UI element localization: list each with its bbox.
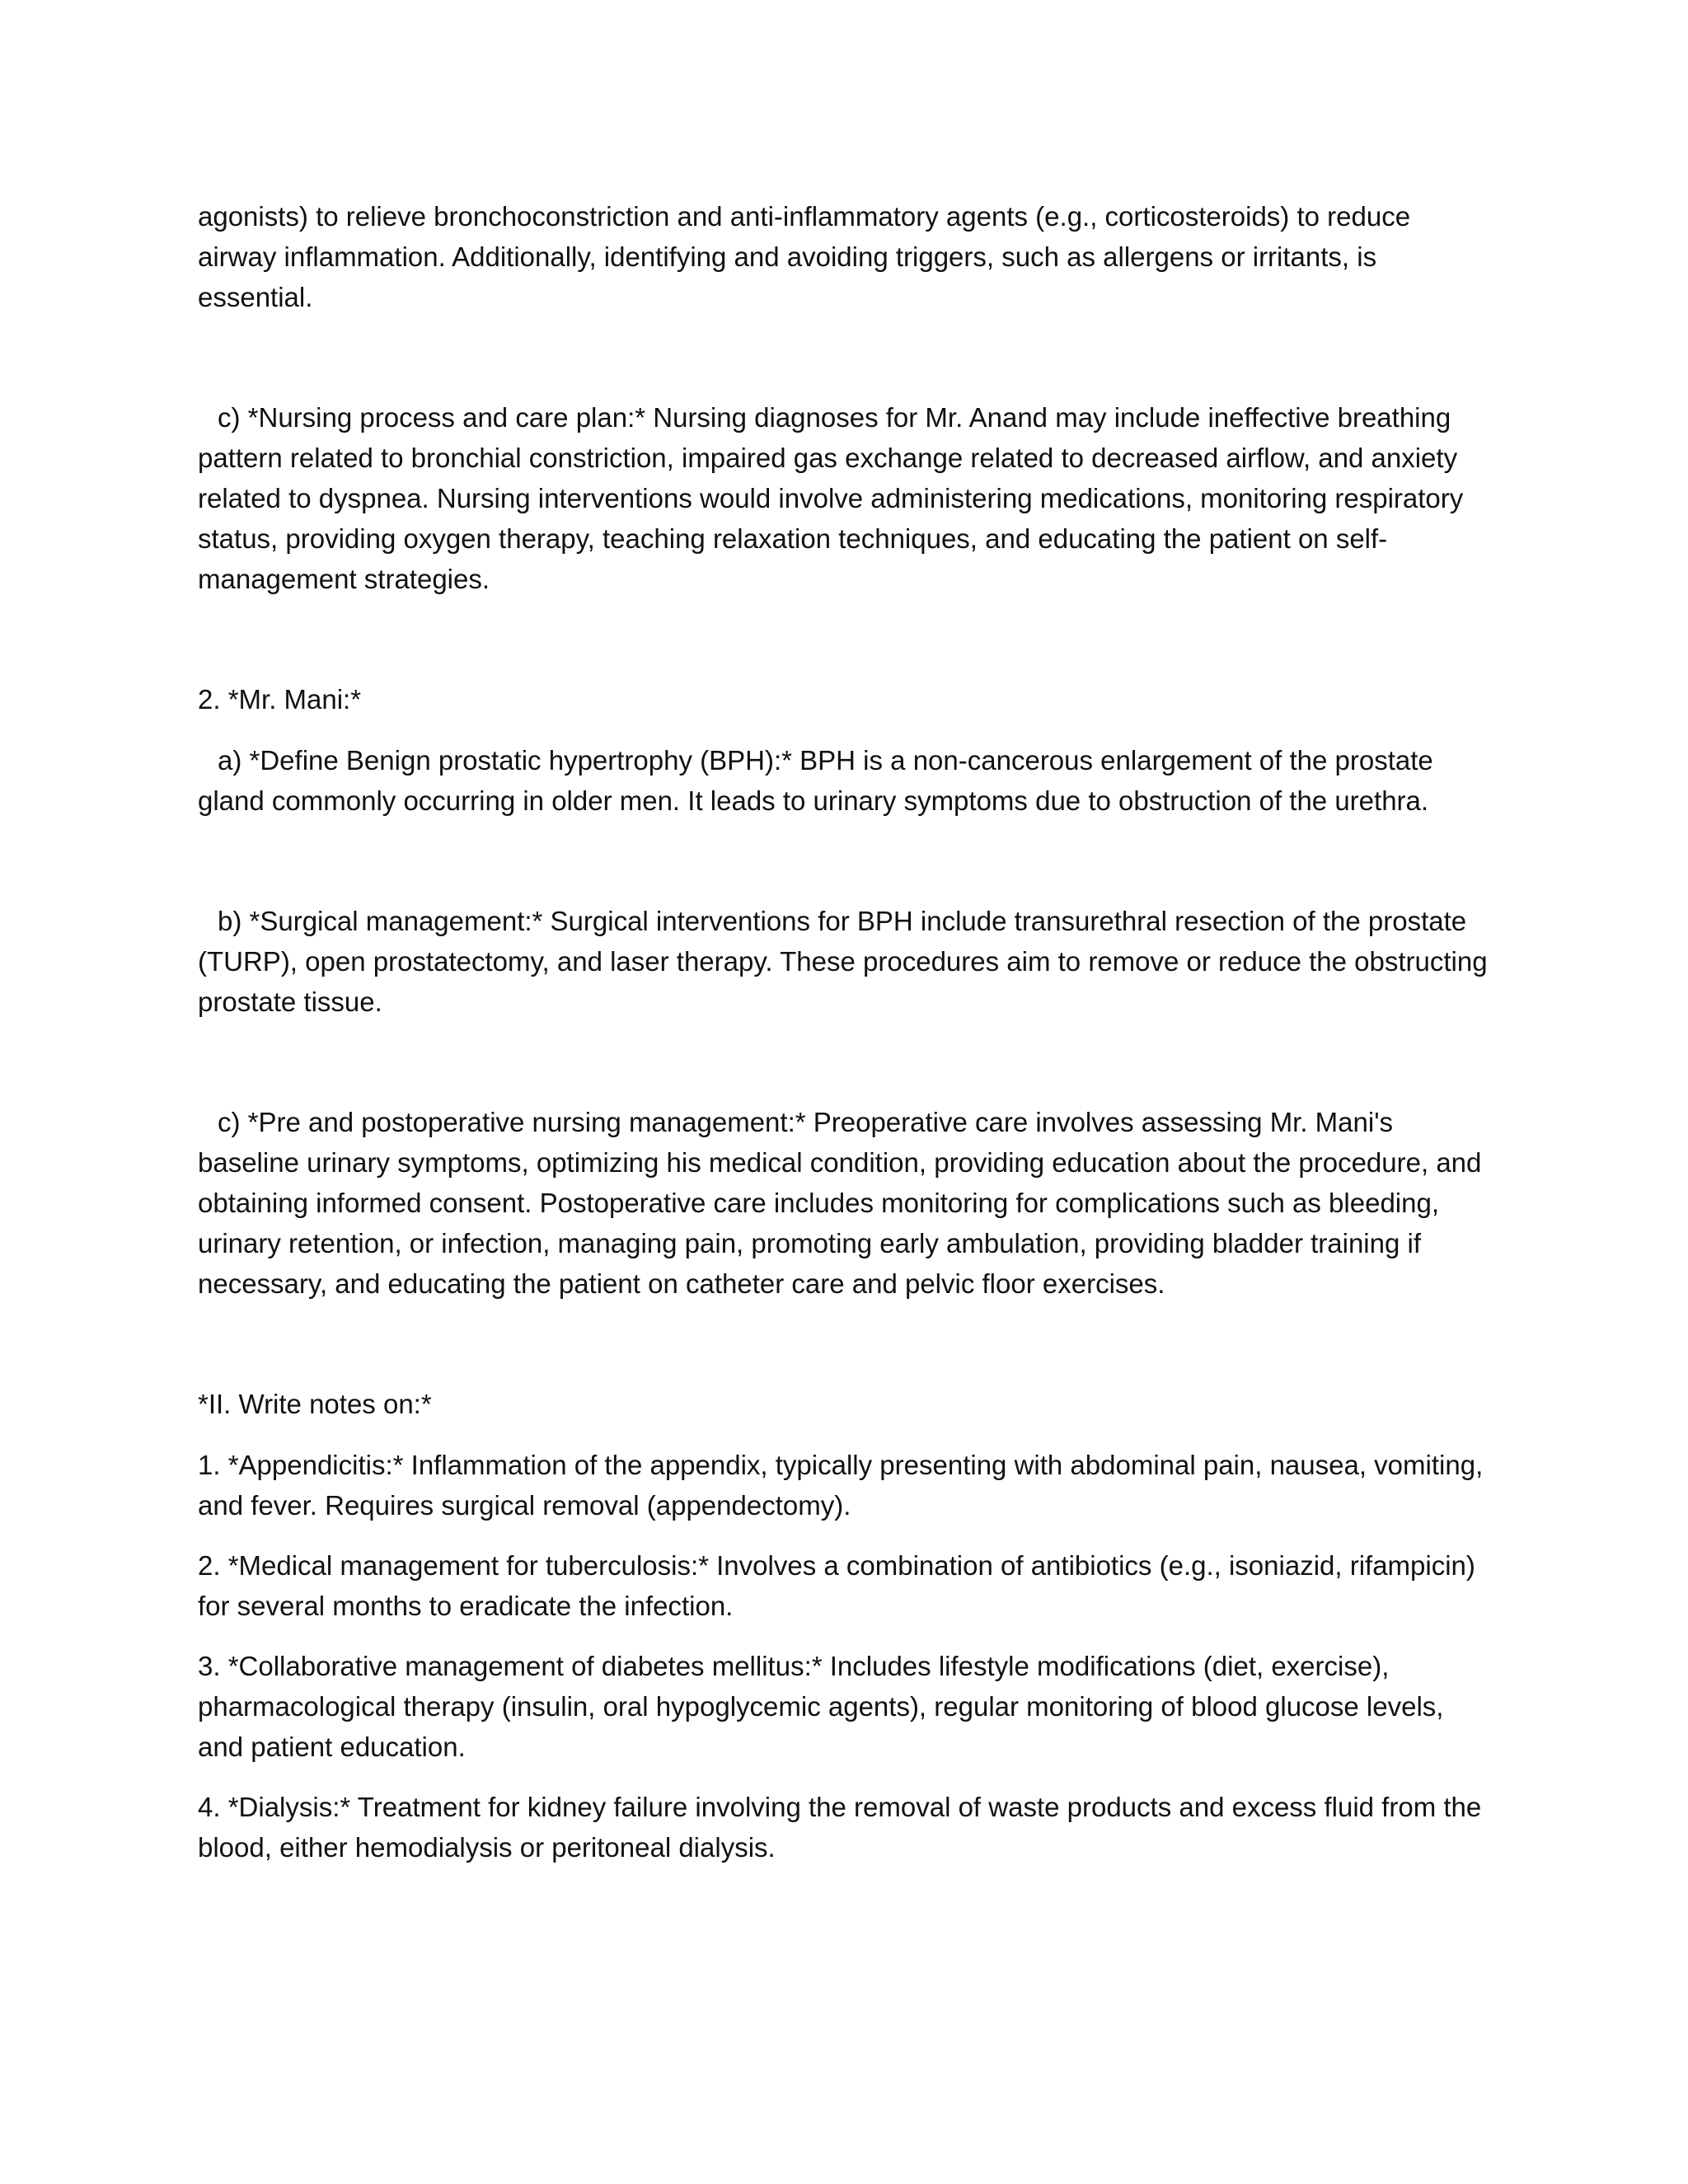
- paragraph-define-bph: a) *Define Benign prostatic hypertrophy (BPH):* BPH is a non-cancerous enlargement of the prostate gland commonly occurring in older men. It leads to urinary symptoms due to obstruction of the urethra.: [198, 745, 1433, 816]
- heading-write-notes-on: *II. Write notes on:*: [198, 1389, 432, 1419]
- paragraph-surgical-management: b) *Surgical management:* Surgical interventions for BPH include transurethral resection of the prostate (TURP), open prostatectomy, and laser therapy. These procedures aim to remove or reduce the obstructing prostate tissue.: [198, 906, 1488, 1017]
- heading-mr-mani: 2. *Mr. Mani:*: [198, 684, 362, 715]
- paragraph-nursing-process-care-plan: c) *Nursing process and care plan:* Nursing diagnoses for Mr. Anand may include ineffective breathing pattern related to bronchial constriction, impaired gas exchange related to decreased airflow, and anxiety related to dyspnea. Nursing interventions would involve administering medications, monitoring respiratory status, providing oxygen therapy, teaching relaxation techniques, and educating the patient on self-management strategies.: [198, 402, 1464, 594]
- note-tuberculosis-management: 2. *Medical management for tuberculosis:* Involves a combination of antibiotics (e.g., isoniazid, rifampicin) for several months to eradicate the infection.: [198, 1550, 1475, 1621]
- paragraph-asthma-treatment-continued: agonists) to relieve bronchoconstriction and anti-inflammatory agents (e.g., corticosteroids) to reduce airway inflammation. Additionally, identifying and avoiding triggers, such as allergens or irritants, is essential.: [198, 201, 1411, 312]
- paragraph-pre-postoperative-nursing: c) *Pre and postoperative nursing management:* Preoperative care involves assessing Mr. Mani's baseline urinary symptoms, optimizing his medical condition, providing education about the procedure, and obtaining informed consent. Postoperative care includes monitoring for complications such as bleeding, urinary retention, or infection, managing pain, promoting early ambulation, providing bladder training if necessary, and educating the patient on catheter care and pelvic floor exercises.: [198, 1107, 1482, 1299]
- note-appendicitis: 1. *Appendicitis:* Inflammation of the appendix, typically presenting with abdominal pain, nausea, vomiting, and fever. Requires surgical removal (appendectomy).: [198, 1450, 1484, 1521]
- document-body: [198, 196, 1492, 1868]
- note-diabetes-management: 3. *Collaborative management of diabetes mellitus:* Includes lifestyle modifications (diet, exercise), pharmacological therapy (insulin, oral hypoglycemic agents), regular monitoring of blood glucose levels, and patient education.: [198, 1651, 1444, 1762]
- note-dialysis: 4. *Dialysis:* Treatment for kidney failure involving the removal of waste products and excess fluid from the blood, either hemodialysis or peritoneal dialysis.: [198, 1792, 1482, 1863]
